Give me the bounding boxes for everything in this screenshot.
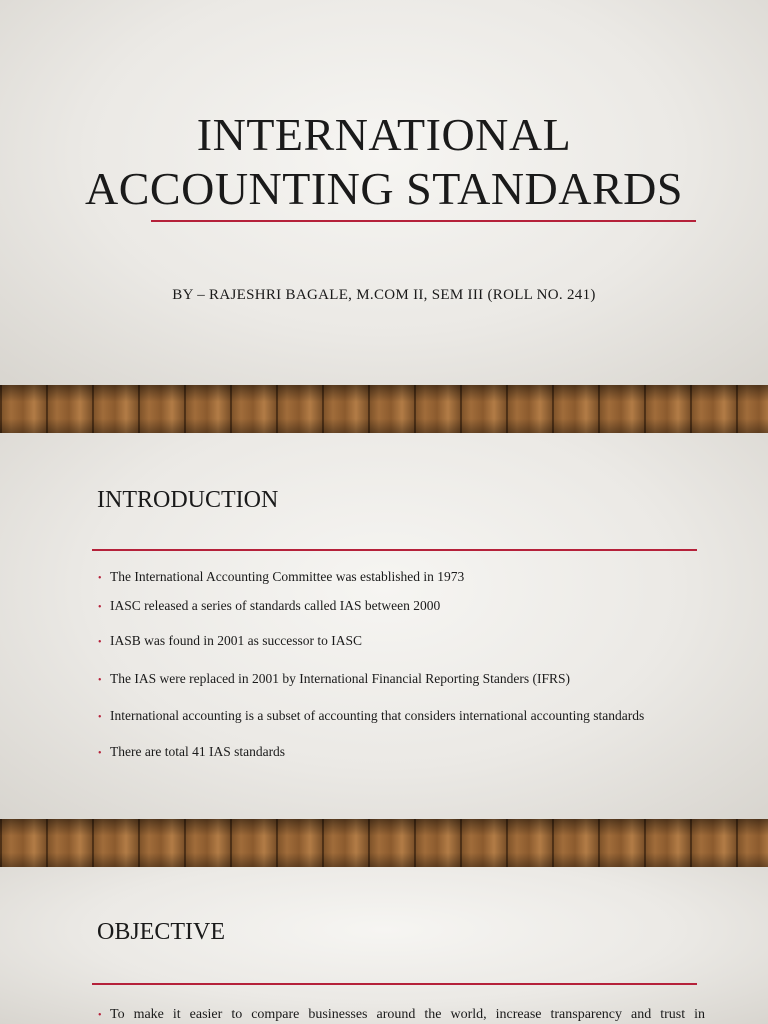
bullet-icon: • (98, 602, 102, 613)
list-item: • To make it easier to compare businesses around the world, increase transparency and trust in (98, 1006, 712, 1024)
introduction-slide (0, 433, 768, 819)
author-byline: BY – RAJESHRI BAGALE, M.COM II, SEM III (ROLL NO. 241) (172, 287, 596, 303)
bullet-icon: • (98, 712, 102, 723)
presentation-title (0, 108, 768, 216)
bullet-icon: • (98, 675, 102, 686)
heading-divider (92, 983, 697, 985)
list-item: • The International Accounting Committee was established in 1973 (98, 569, 464, 587)
heading-divider (92, 549, 697, 551)
list-item: • IASC released a series of standards called IAS between 2000 (98, 598, 440, 616)
list-item: • There are total 41 IAS standards (98, 744, 285, 762)
objective-slide (0, 867, 768, 1024)
title-line-2: ACCOUNTING STANDARDS (85, 163, 683, 214)
bullet-icon: • (98, 1010, 102, 1021)
bullet-icon: • (98, 573, 102, 584)
wood-floor-divider (0, 385, 768, 433)
title-line-1: INTERNATIONAL (196, 109, 572, 160)
wood-floor-divider (0, 819, 768, 867)
bullet-icon: • (98, 637, 102, 648)
list-item: • The IAS were replaced in 2001 by International Financial Reporting Standers (IFRS) (98, 671, 570, 689)
bullet-icon: • (98, 748, 102, 759)
list-item: • IASB was found in 2001 as successor to IASC (98, 633, 362, 651)
title-divider (151, 220, 696, 222)
list-item: • International accounting is a subset of accounting that considers international accounting standards (98, 708, 644, 726)
title-slide (0, 0, 768, 385)
slide-heading: OBJECTIVE (97, 919, 225, 945)
slide-heading: INTRODUCTION (97, 487, 279, 513)
